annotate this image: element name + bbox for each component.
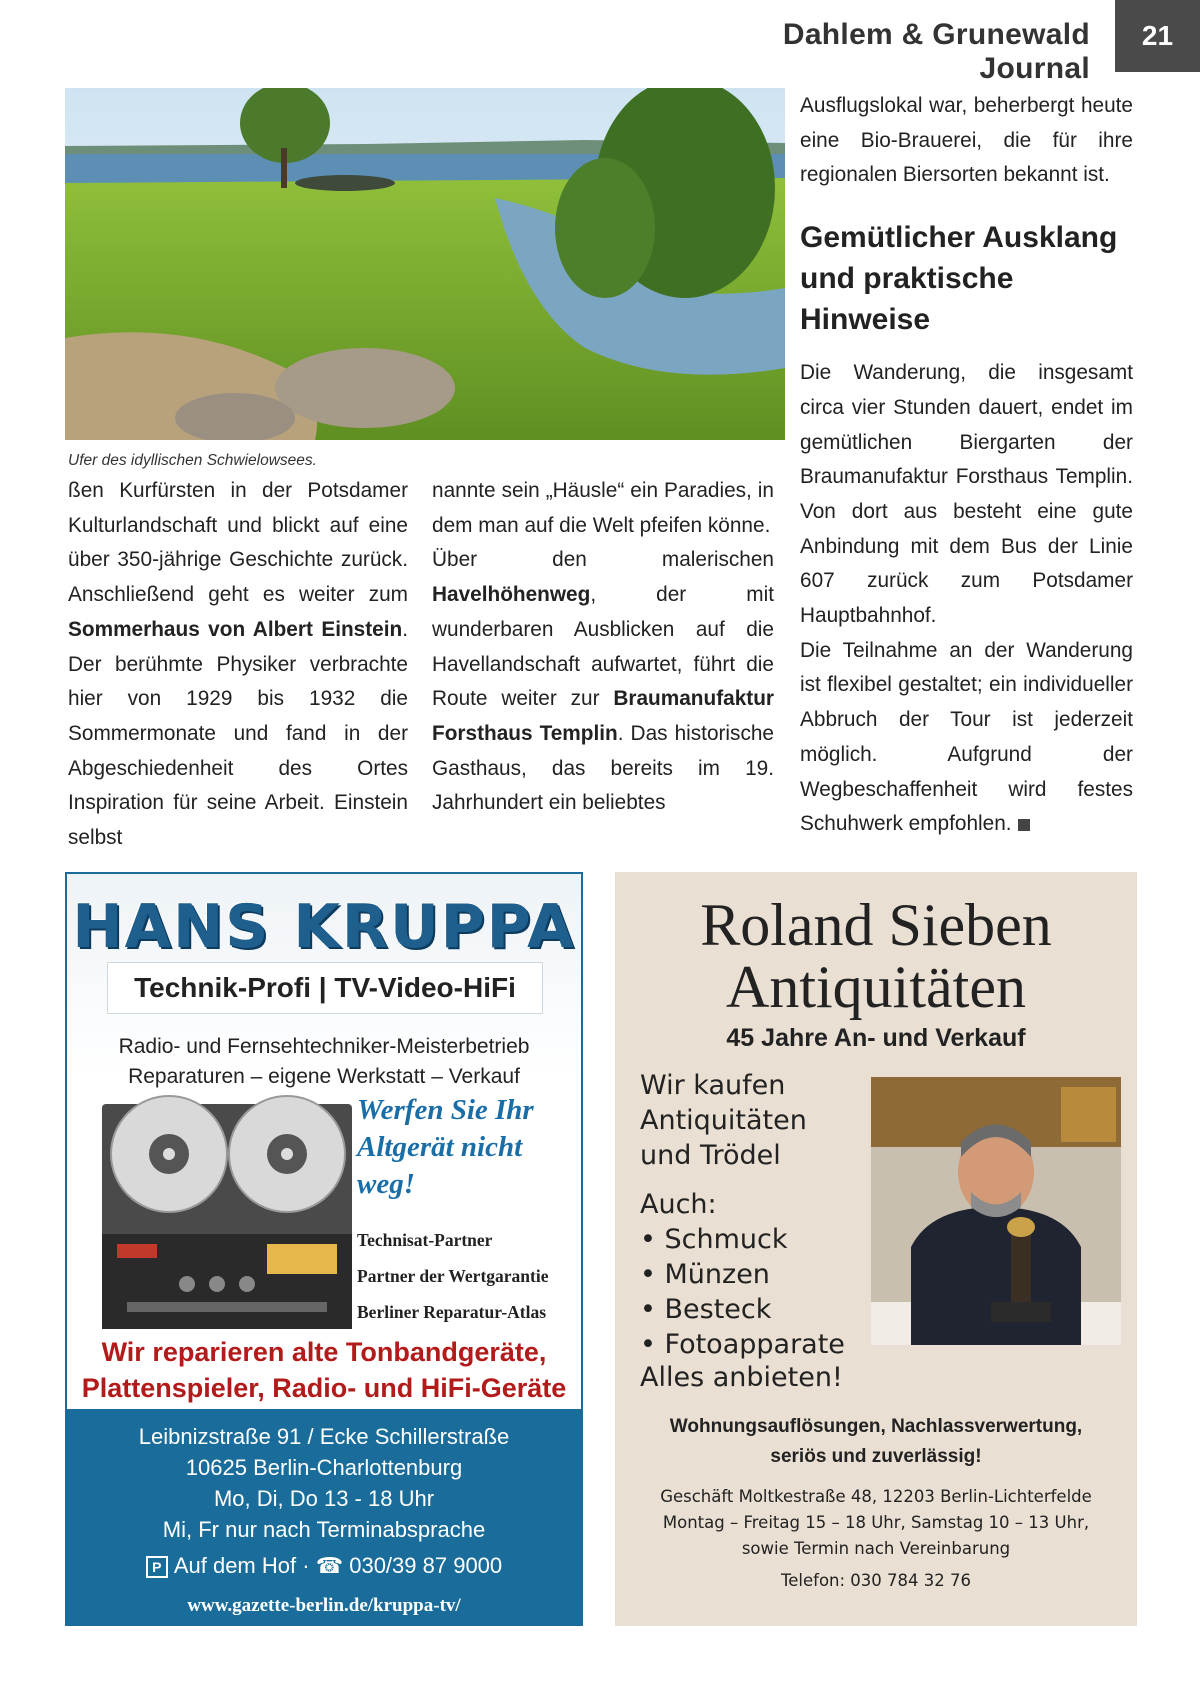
- services-line: Wohnungsauflösungen, Nachlassverwertung,: [669, 1416, 1083, 1437]
- hours-line: Mi, Fr nur nach Terminabsprache: [162, 1517, 486, 1542]
- address-line: Geschäft Moltkestraße 48, 12203 Berlin-Lichterfelde: [660, 1487, 1092, 1506]
- partner-item: Partner der Wertgarantie: [357, 1266, 549, 1286]
- ad-subtitle: Technik-Profi | TV-Video-HiFi: [107, 962, 543, 1014]
- lake-illustration: [65, 88, 785, 440]
- separator: ·: [302, 1553, 316, 1578]
- services-line: seriös und zuverlässig!: [770, 1446, 982, 1467]
- paragraph: nannte sein „Häusle“ ein Paradies, in dem man auf die Welt pfeifen könne.: [432, 479, 774, 537]
- text: . Der berühmte Physiker verbrachte hier von 1929 bis 1932 die Sommermonate und fand in der Abgeschiedenheit des Ortes Inspiration für seine Arbeit. Einstein selbst: [68, 617, 408, 850]
- article-column-1: [68, 474, 408, 856]
- list-item: • Münzen: [640, 1259, 770, 1290]
- lake-photo: [65, 88, 785, 440]
- text: Über den malerischen: [432, 548, 774, 572]
- partner-list: [357, 1222, 582, 1330]
- buy-line: und Trödel: [640, 1140, 781, 1171]
- paragraph: Die Wanderung, die insgesamt circa vier Stunden dauert, endet im gemütlichen Biergarten der Braumanufaktur Forsthaus Templin. Von dort aus besteht eine gute Anbindung mit dem Bus der Linie 607 zurück zum Potsdamer Hauptbahnhof.: [800, 361, 1133, 628]
- tape-recorder-icon: [97, 1084, 357, 1334]
- ad-contact: [615, 1484, 1137, 1594]
- ad-contact-box: [67, 1409, 581, 1626]
- section-heading: Gemütlicher Ausklang und praktische Hinweise: [800, 221, 1118, 337]
- repair-line: Plattenspieler, Radio- und HiFi-Geräte: [81, 1373, 567, 1403]
- website-link[interactable]: www.gazette-berlin.de/kruppa-tv/: [187, 1595, 461, 1616]
- ad-hans-kruppa: [65, 872, 583, 1626]
- ad-call-to-action: Alles anbieten!: [640, 1362, 843, 1393]
- photo-caption: Ufer des idyllischen Schwielowsees.: [68, 452, 317, 469]
- also-label: Auch:: [640, 1189, 717, 1220]
- spacer: [640, 1173, 870, 1187]
- journal-title: Dahlem & Grunewald Journal: [782, 18, 1090, 85]
- highlight: Braumanufaktur Forsthaus Templin: [432, 687, 774, 745]
- text: . Das historische Gasthaus, das bereits im 19. Jahrhundert ein beliebtes: [432, 721, 774, 815]
- hours-line: sowie Termin nach Vereinbarung: [741, 1539, 1011, 1558]
- ad-title: [615, 894, 1137, 1018]
- parking-icon: P: [146, 1556, 168, 1578]
- title-line: Antiquitäten: [726, 954, 1026, 1020]
- ad-description: [67, 1032, 581, 1092]
- desc-line: Radio- und Fernsehtechniker-Meisterbetrieb: [118, 1035, 530, 1058]
- buy-line: Wir kaufen: [640, 1070, 786, 1101]
- phone-icon: ☎: [315, 1553, 344, 1578]
- partner-item: Berliner Reparatur-Atlas: [357, 1302, 547, 1322]
- partner-item: Technisat-Partner: [357, 1230, 493, 1250]
- hours-line: Montag – Freitag 15 – 18 Uhr, Samstag 10 – 13 Uhr,: [662, 1513, 1090, 1532]
- repair-headline: [67, 1334, 581, 1406]
- page-number: 21: [1115, 0, 1200, 72]
- address-line: 10625 Berlin-Charlottenburg: [185, 1455, 463, 1480]
- ad-services: [615, 1412, 1137, 1472]
- ad-buy-list: [640, 1068, 870, 1362]
- phone-number: Telefon: 030 784 32 76: [780, 1571, 972, 1590]
- list-item: • Schmuck: [640, 1224, 788, 1255]
- paragraph: [68, 474, 408, 856]
- list-item: • Besteck: [640, 1294, 772, 1325]
- paragraph: [432, 543, 774, 821]
- tape-recorder-image: [97, 1084, 357, 1334]
- paragraph: [800, 634, 1133, 842]
- title-line: Roland Sieben: [700, 892, 1052, 958]
- highlight: Havelhöhenweg: [432, 583, 591, 607]
- hours-line: Mo, Di, Do 13 - 18 Uhr: [213, 1486, 435, 1511]
- text: ßen Kurfürsten in der Potsdamer Kulturlandschaft und blickt auf eine über 350-jährige Geschichte zurück. Anschließend geht es weiter zum: [68, 479, 408, 607]
- portrait-illustration: [871, 1077, 1121, 1345]
- paragraph: Ausflugslokal war, beherbergt heute eine Bio-Brauerei, die für ihre regionalen Biersorten bekannt ist.: [800, 94, 1133, 187]
- highlight: Sommerhaus von Albert Einstein: [68, 617, 403, 641]
- parking-text: Auf dem Hof: [173, 1553, 297, 1578]
- parking-phone-line: [67, 1549, 581, 1583]
- text: Die Teilnahme an der Wanderung ist flexibel gestaltet; ein individueller Abbruch der Tour ist jederzeit möglich. Aufgrund der Wegbeschaffenheit wird festes Schuhwerk empfohlen.: [800, 638, 1133, 836]
- article-column-2: [432, 474, 774, 821]
- article-column-3: [800, 89, 1133, 842]
- end-mark-icon: [1018, 819, 1030, 831]
- text: , der mit wunderbaren Ausblicken auf die Havellandschaft aufwartet, führt die Route weiter zur: [432, 583, 774, 711]
- desc-line: Reparaturen – eigene Werkstatt – Verkauf: [128, 1065, 520, 1088]
- man-with-telephone-photo: [871, 1077, 1121, 1345]
- ad-roland-sieben: [615, 872, 1137, 1626]
- ad-tagline: 45 Jahre An- und Verkauf: [726, 1024, 1026, 1052]
- ad-slogan: Werfen Sie Ihr Altgerät nicht weg!: [357, 1094, 534, 1200]
- repair-line: Wir reparieren alte Tonbandgeräte,: [101, 1337, 547, 1367]
- ad-title: HANS KRUPPA: [72, 892, 576, 962]
- phone-number: 030/39 87 9000: [349, 1553, 503, 1578]
- address-line: Leibnizstraße 91 / Ecke Schillerstraße: [138, 1424, 510, 1449]
- buy-line: Antiquitäten: [640, 1105, 807, 1136]
- list-item: • Fotoapparate: [640, 1329, 845, 1360]
